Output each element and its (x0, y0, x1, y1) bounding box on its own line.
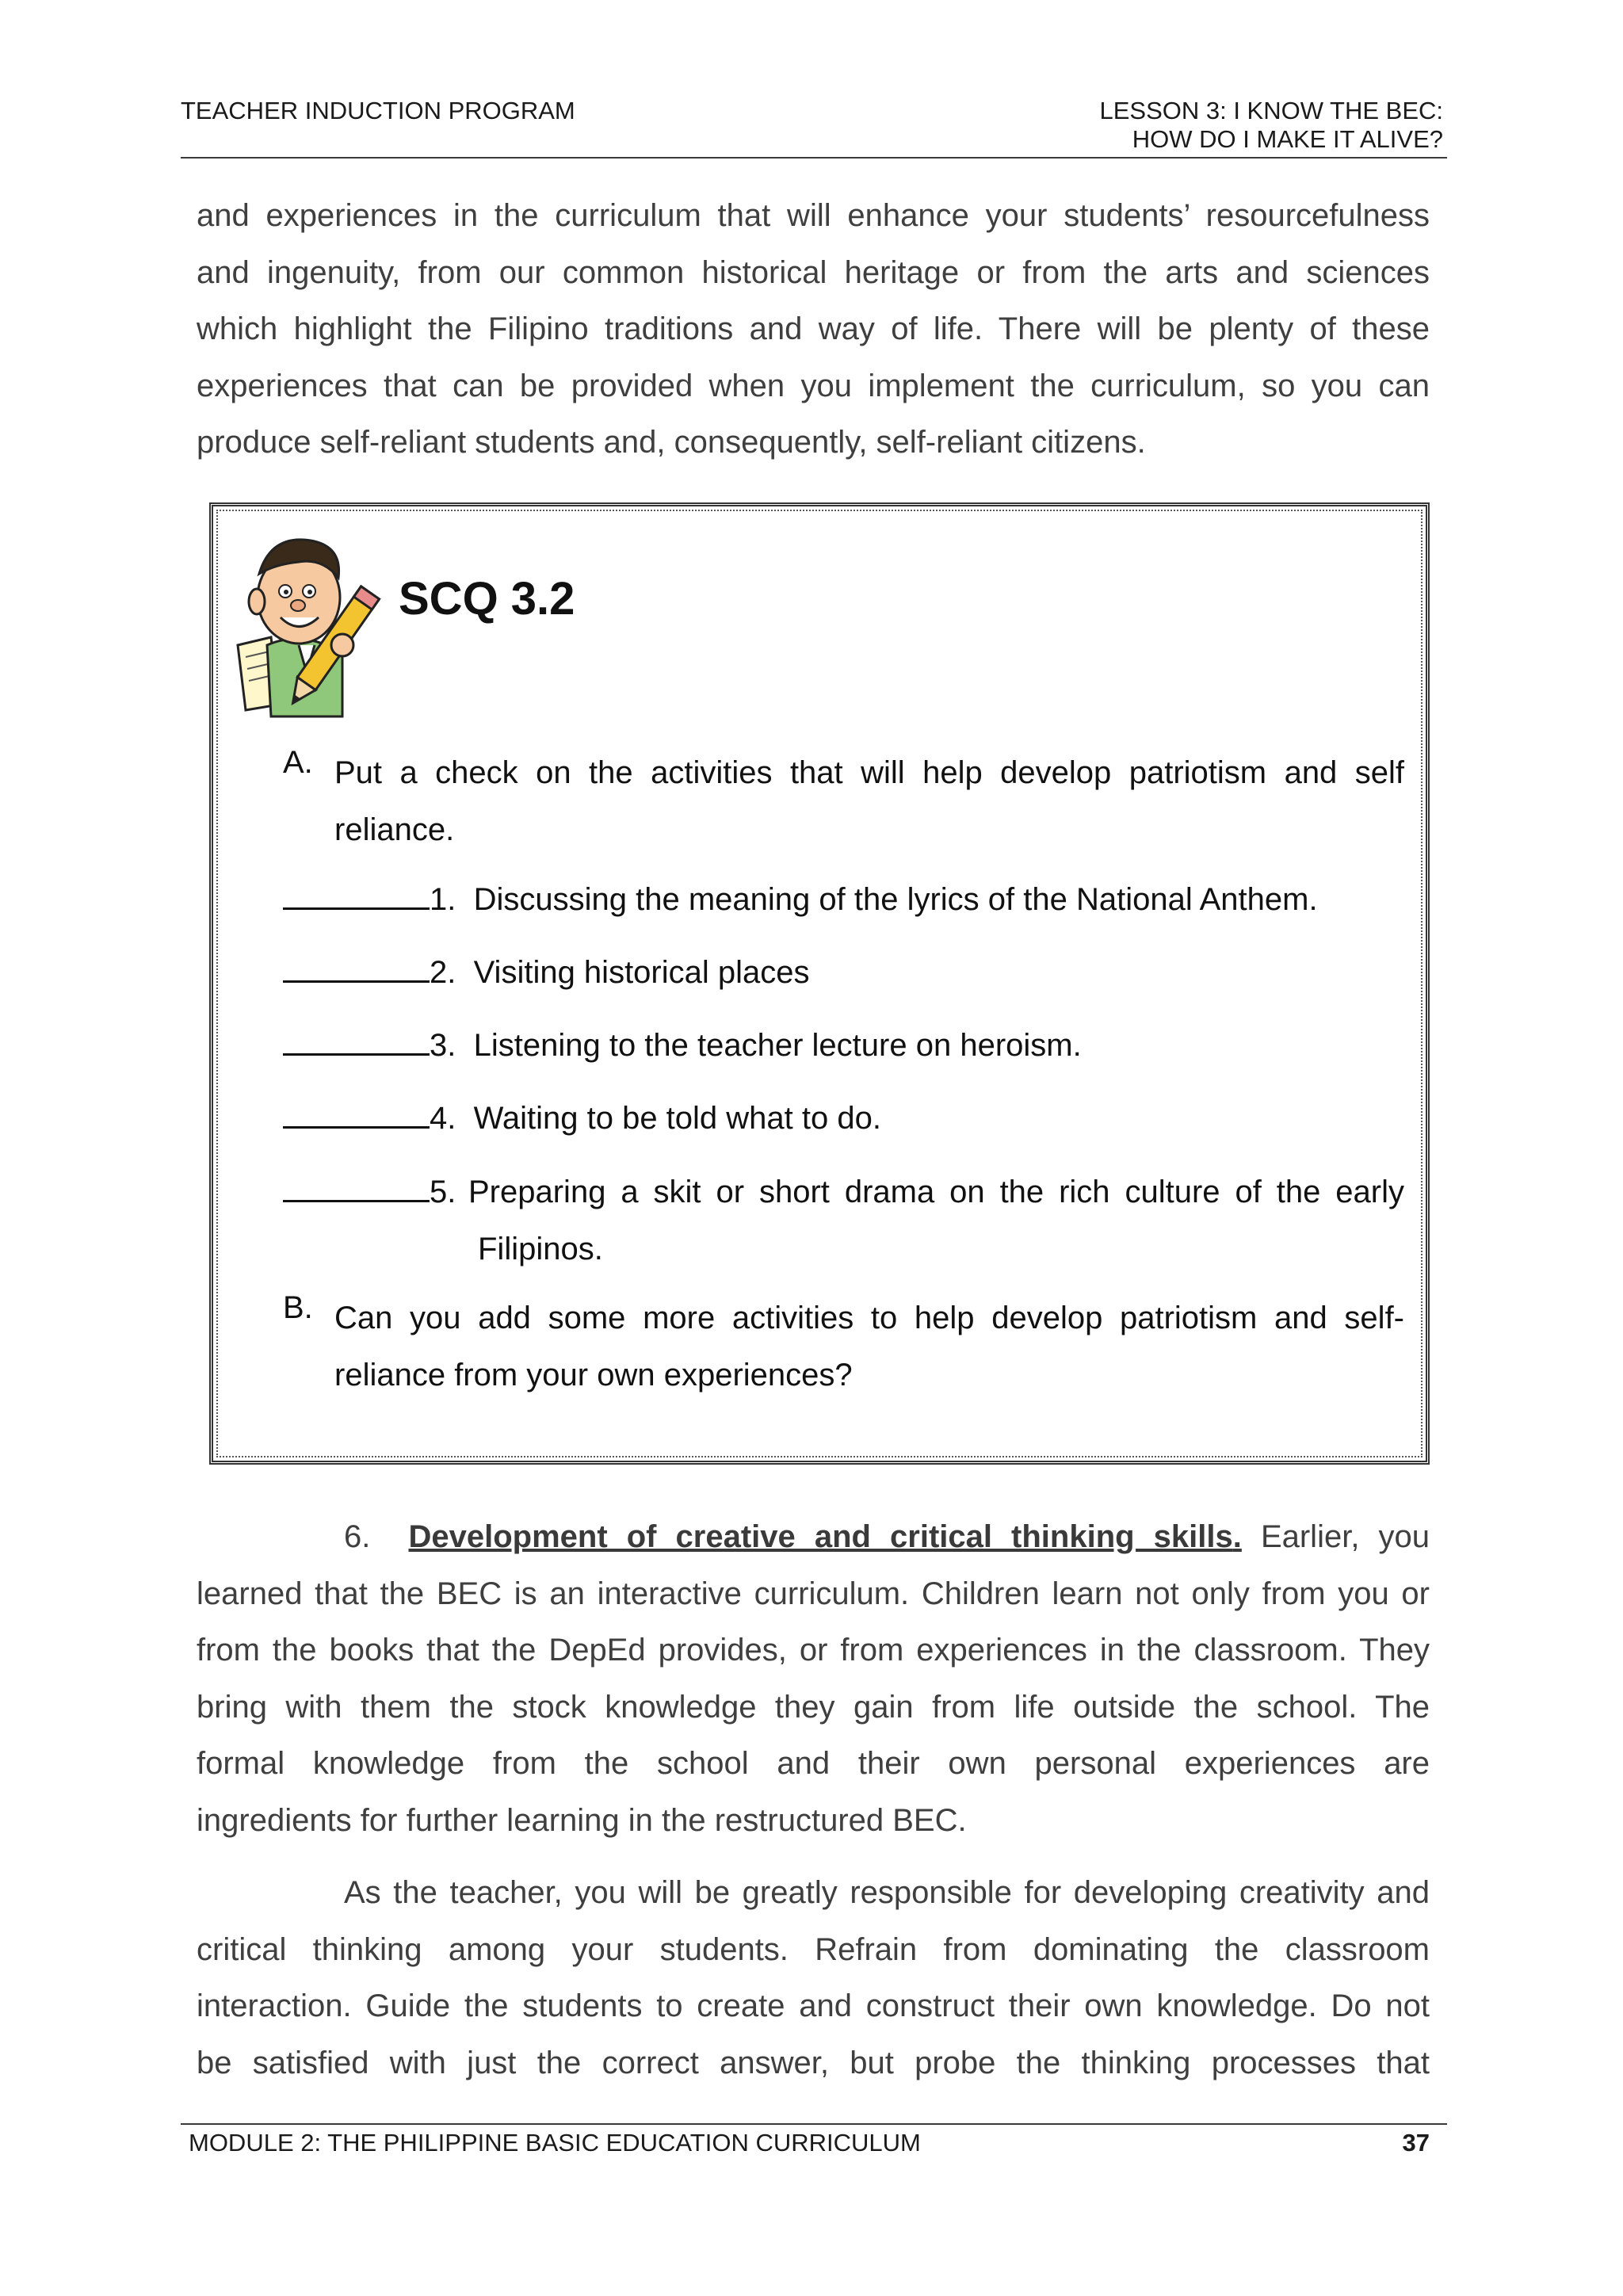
checklist-item (283, 1025, 1082, 1064)
item-number: 2. (430, 955, 456, 990)
paragraph-teacher-role (197, 1865, 1430, 2092)
checklist-item (283, 1171, 456, 1210)
section-6-first-line (197, 1509, 1430, 1566)
question-a-line: reliance. (334, 812, 455, 847)
item-text: Waiting to be told what to do. (473, 1101, 881, 1136)
item-number: 3. (430, 1028, 456, 1063)
checkbox-blank[interactable] (283, 952, 430, 983)
header-lesson-line2: HOW DO I MAKE IT ALIVE? (1132, 125, 1443, 153)
checkbox-blank[interactable] (283, 1025, 430, 1056)
question-b-text (334, 1290, 1404, 1404)
item-text: Listening to the teacher lecture on heroism. (473, 1028, 1082, 1063)
para2-line: interaction. Guide the students to create and construct their own knowledge. Do not (197, 1988, 1430, 2023)
para2-line: As the teacher, you will be greatly responsible for developing creativity and (344, 1875, 1430, 1910)
item-5-line: Preparing a skit or short drama on the rich culture of the early (468, 1175, 1404, 1209)
page-number: 37 (1402, 2129, 1430, 2157)
teacher-with-pencil-icon (223, 526, 386, 724)
question-b-line: Can you add some more activities to help develop patriotism and self- (334, 1301, 1404, 1335)
intro-line: and experiences in the curriculum that will enhance your students’ resourcefulness (197, 198, 1430, 233)
section-6-line: from the books that the DepEd provides, or from experiences in the classroom. They (197, 1633, 1430, 1668)
section-6-line: Earlier, you (1260, 1519, 1430, 1554)
checklist-item (283, 879, 1318, 918)
item-5-line: Filipinos. (478, 1231, 603, 1266)
header-lesson-line1: LESSON 3: I KNOW THE BEC: (1099, 97, 1443, 124)
item-text: Discussing the meaning of the lyrics of the National Anthem. (473, 882, 1318, 917)
checkbox-blank[interactable] (283, 1171, 430, 1202)
intro-line: and ingenuity, from our common historical heritage or from the arts and sciences (197, 254, 1430, 290)
section-heading: Development of creative and critical thinking skills. (408, 1519, 1242, 1554)
header-program-title: TEACHER INDUCTION PROGRAM (181, 97, 575, 124)
checkbox-blank[interactable] (283, 879, 430, 910)
question-b-letter: B. (283, 1290, 313, 1325)
question-a-letter: A. (283, 745, 313, 780)
checklist-item (283, 952, 810, 991)
header-lesson-title (888, 97, 1443, 154)
question-b-line: reliance from your own experiences? (334, 1357, 853, 1392)
section-6-line: formal knowledge from the school and their own personal experiences are (197, 1746, 1430, 1781)
scq-title: SCQ 3.2 (399, 573, 575, 625)
intro-line: which highlight the Filipino traditions and way of life. There will be plenty of these (197, 311, 1430, 346)
section-6-line: bring with them the stock knowledge they gain from life outside the school. The (197, 1689, 1430, 1725)
item-5-text (468, 1164, 1404, 1278)
header-rule (181, 157, 1447, 159)
section-6-line: ingredients for further learning in the restructured BEC. (197, 1802, 967, 1838)
item-text: Visiting historical places (473, 955, 810, 990)
footer-module-title: MODULE 2: THE PHILIPPINE BASIC EDUCATION CURRICULUM (189, 2129, 921, 2157)
checklist-item (283, 1098, 881, 1137)
intro-line: experiences that can be provided when you implement the curriculum, so you can (197, 368, 1430, 403)
para2-line: critical thinking among your students. Refrain from dominating the classroom (197, 1931, 1430, 1967)
item-number: 5. (430, 1175, 456, 1209)
intro-line: produce self-reliant students and, consequently, self-reliant citizens. (197, 425, 1146, 460)
item-number: 1. (430, 882, 456, 917)
section-6-line: learned that the BEC is an interactive curriculum. Children learn not only from you or (197, 1576, 1430, 1611)
para2-line: be satisfied with just the correct answer, but probe the thinking processes that (197, 2045, 1430, 2080)
item-number: 4. (430, 1101, 456, 1136)
section-6 (197, 1509, 1430, 1849)
section-number: 6. (344, 1519, 371, 1554)
intro-paragraph (197, 188, 1430, 472)
question-a-line: Put a check on the activities that will help develop patriotism and self (334, 755, 1404, 790)
footer-rule (181, 2123, 1447, 2125)
checkbox-blank[interactable] (283, 1098, 430, 1129)
question-a-text (334, 745, 1404, 858)
